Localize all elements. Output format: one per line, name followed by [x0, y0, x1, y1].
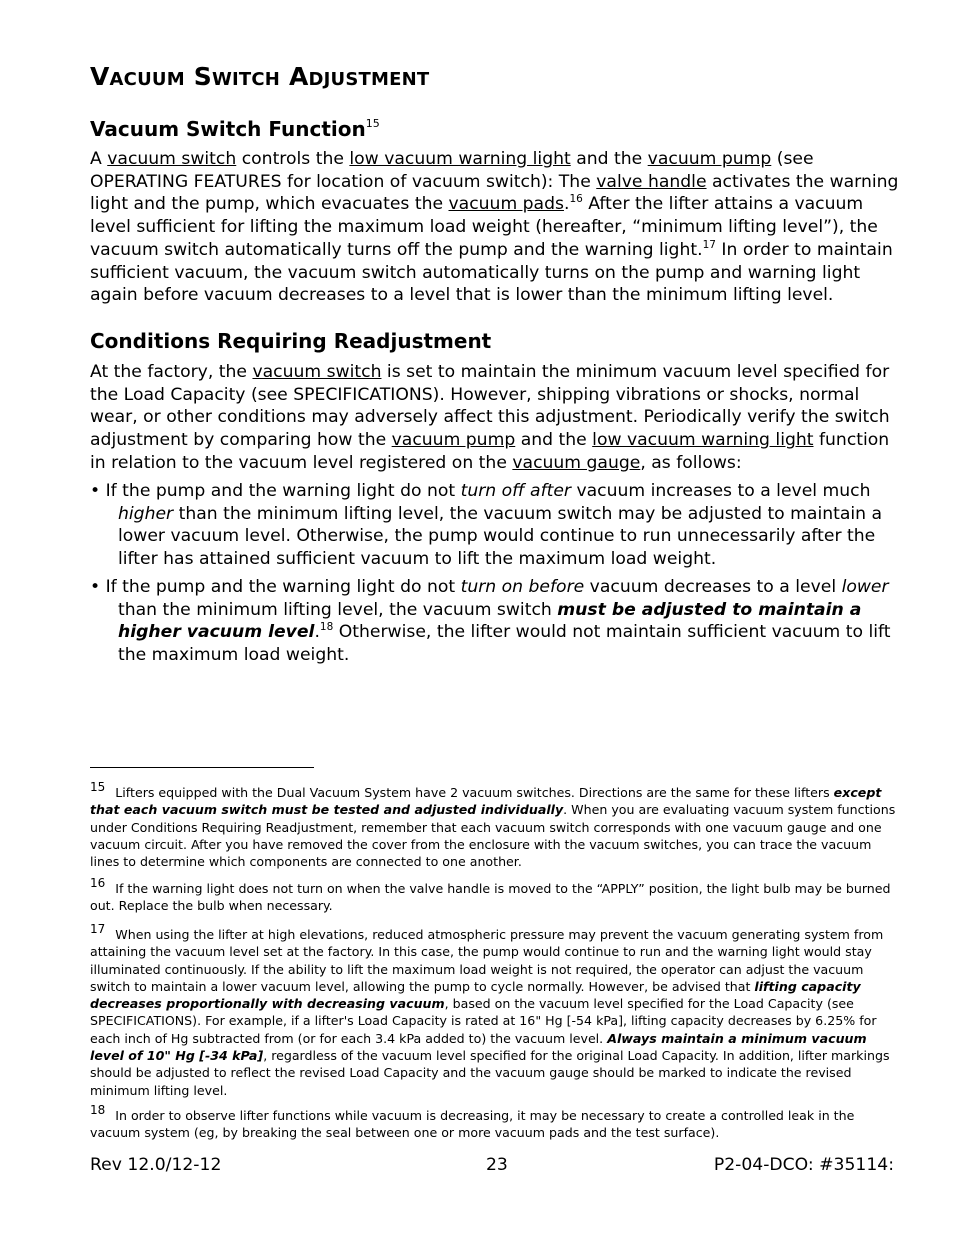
- term-low-vacuum-warning-light: low vacuum warning light: [592, 430, 814, 451]
- section-heading-conditions-requiring-readjustment: Conditions Requiring Readjustment: [90, 329, 492, 353]
- section-heading-vacuum-switch-function: Vacuum Switch Function$^{15}$: [90, 117, 380, 141]
- emphasis-must-adjust: must be adjusted to maintain a higher vacuum level: [118, 599, 862, 643]
- conditions-paragraph: At the factory, the vacuum switch is set to maintain the minimum vacuum level specified for the Load Capacity (see SPECIFICATIONS). However, shipping vibrations or shocks, normal wear, or other conditions may adversely affect this adjustment. Periodically verify the switch adjustment by comparing how the vacuum pump and the low vacuum warning light function in relation to the vacuum level registered on the vacuum gauge, as follows:: [90, 362, 890, 473]
- term-valve-handle: valve handle: [596, 171, 707, 192]
- term-vacuum-switch: vacuum switch: [107, 149, 237, 169]
- bullet-item-turn-off-after: • If the pump and the warning light do not turn off after vacuum increases to a level much higher than the minimum lifting level, the vacuum switch may be adjusted to maintain a lower vacuum level. Otherwise, the pump would continue to run unnecessarily after the lifter has attained sufficient vacuum to lift the maximum load weight.: [90, 481, 883, 570]
- term-vacuum-pump: vacuum pump: [647, 149, 772, 169]
- term-low-vacuum-warning-light: low vacuum warning light: [349, 149, 571, 169]
- footnote-16: 16 If the warning light does not turn on when the valve handle is moved to the “APPLY” position, the light bulb may be burned out. Replace the bulb when necessary.: [90, 876, 891, 914]
- footnote-separator: [90, 767, 314, 768]
- term-vacuum-pads: vacuum pads: [448, 194, 564, 215]
- footnote-15: 15 Lifters equipped with the Dual Vacuum System have 2 vacuum switches. Directions are the same for these lifters except that each vacuum switch must be tested and adjusted individually. When you are evaluating vacuum system functions under Conditions Requiring Readjustment, remember that each vacuum switch corresponds with one vacuum gauge and one vacuum circuit. After you have removed the cover from the enclosure with the vacuum switches, you can trace the vacuum lines to determine which components are connected to one another.: [90, 780, 896, 870]
- bullet-item-turn-on-before: • If the pump and the warning light do not turn on before vacuum decreases to a level lower than the minimum lifting level, the vacuum switch must be adjusted to maintain a higher vacuum level.$^{18}$ Otherwise, the lifter would not maintain sufficient vacuum to lift the maximum load weight.: [90, 577, 891, 666]
- footnote-ref-16: 16: [569, 193, 583, 206]
- footer-document-code: P2-04-DCO: #35114:: [713, 1155, 894, 1175]
- footnote-18: 18 In order to observe lifter functions while vacuum is decreasing, it may be necessary to create a controlled leak in the vacuum system (eg, by breaking the seal between one or more vacuum pads and the test surface).: [90, 1103, 855, 1141]
- footnote-17: 17 When using the lifter at high elevations, reduced atmospheric pressure may prevent the vacuum generating system from attaining the vacuum level set at the factory. In this case, the pump would continue to run and the warning light would stay illuminated continuously. If the ability to lift the maximum load weight is not required, the operator can adjust the vacuum switch to maintain a lower vacuum level, allowing the pump to cycle normally. However, be advised that lifting capacity decreases proportionally with decreasing vacuum, based on the vacuum level specified for the Load Capacity (see SPECIFICATIONS). For example, if a lifter's Load Capacity is rated at 16" Hg [-54 kPa], lifting capacity decreases by 6.25% for each inch of Hg subtracted from (or for each 3.4 kPa added to) the vacuum level. Always maintain a minimum vacuum level of 10" Hg [-34 kPa], regardless of the vacuum level specified for the original Load Capacity. In addition, lifter markings should be adjusted to reflect the revised Load Capacity and the vacuum gauge should be marked to indicate the revised minimum lifting level.: [90, 922, 890, 1098]
- page-title: Vacuum Switch Adjustment: [90, 62, 430, 91]
- footnote-ref-15: 15: [365, 117, 380, 130]
- footnote-ref-18: 18: [319, 621, 334, 634]
- footer-revision: Rev 12.0/12-12: [90, 1155, 222, 1175]
- footnote-ref-17: 17: [702, 238, 716, 251]
- footer-page-number: 23: [486, 1155, 508, 1175]
- term-vacuum-pump: vacuum pump: [391, 430, 516, 451]
- vacuum-switch-function-paragraph: A vacuum switch controls the low vacuum warning light and the vacuum pump (see OPERATING FEATURES for location of vacuum switch): The valve handle activates the warning light and the pump, which evacuates the vacuum pads.$^{16}$ After the lifter attains a vacuum level sufficient for lifting the maximum load weight (hereafter, “minimum lifting level”), the vacuum switch automatically turns off the pump and the warning light.$^{17}$ In order to maintain sufficient vacuum, the vacuum switch automatically turns on the pump and warning light again before vacuum decreases to a level that is lower than the minimum lifting level.: [90, 149, 899, 306]
- term-vacuum-switch: vacuum switch: [252, 362, 382, 382]
- term-vacuum-gauge: vacuum gauge: [512, 452, 641, 473]
